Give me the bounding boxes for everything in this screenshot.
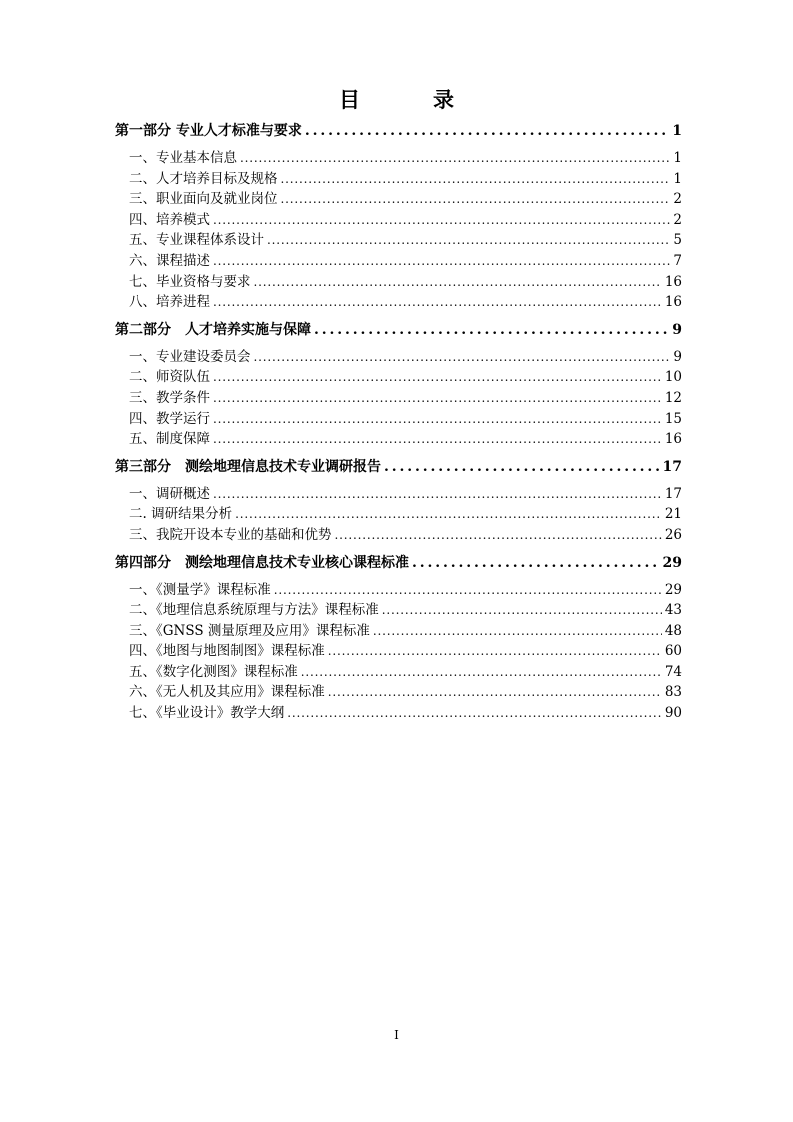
item-label: 一、《测量学》课程标准 [129,581,271,598]
item-label: 八、培养进程 [129,294,210,311]
toc-item[interactable] [115,662,682,683]
dot-leader [213,409,662,430]
toc-item[interactable] [115,292,682,313]
item-label: 二、人才培养目标及规格 [129,170,278,187]
part-label: 第三部分 测绘地理信息技术专业调研报告 [115,458,381,475]
page-number: 21 [664,506,682,523]
dot-leader [328,682,662,703]
dot-leader [335,525,662,546]
page-footer-number: I [394,1028,399,1042]
page-number: 5 [673,232,682,249]
part-label: 第一部分 专业人才标准与要求 [115,123,302,139]
item-label: 四、培养模式 [129,211,210,228]
item-label: 一、专业基本信息 [129,150,237,166]
dot-leader [254,347,671,368]
dot-leader [213,251,670,272]
dot-leader [301,662,662,683]
page-number: 9 [673,348,682,365]
item-label: 一、专业建设委员会 [129,348,251,365]
toc-item[interactable] [115,484,682,505]
page-number: 74 [664,663,682,680]
toc-item[interactable] [115,148,682,169]
dot-leader [213,388,662,409]
dot-leader [305,120,669,142]
item-label: 四、《地图与地图制图》课程标准 [129,643,325,660]
page-number: 2 [673,191,682,208]
page-number: 90 [664,705,682,722]
item-label: 五、《数字化测图》课程标准 [129,663,298,680]
toc-title: 目 录 [339,87,480,112]
toc-item[interactable] [115,409,682,430]
item-label: 二、《地理信息系统原理与方法》课程标准 [129,602,379,619]
page-number: 15 [664,410,682,427]
page-number: 83 [664,684,682,701]
item-label: 三、《GNSS 测量原理及应用》课程标准 [129,622,370,639]
dot-leader [281,169,671,190]
dot-leader [382,600,662,621]
toc-item[interactable] [115,621,682,642]
item-label: 五、专业课程体系设计 [129,232,264,249]
page-number: 1 [673,150,682,166]
page-number: 1 [673,170,682,187]
dot-leader [287,703,662,724]
page-number: 9 [672,321,682,338]
toc-part-3[interactable] [115,456,682,478]
toc-item[interactable] [115,703,682,724]
toc-part-3-items [115,484,682,546]
page-number: 43 [664,602,682,619]
dot-leader [328,641,662,662]
dot-leader [281,189,671,210]
dot-leader [412,552,660,574]
page-number: 17 [664,485,682,502]
toc-item[interactable] [115,251,682,272]
page-number: 17 [662,458,682,475]
toc-item[interactable] [115,525,682,546]
page-number: 16 [664,273,682,290]
item-label: 六、《无人机及其应用》课程标准 [129,684,325,701]
dot-leader [213,429,662,450]
dot-leader [235,504,662,525]
dot-leader [274,580,662,601]
dot-leader [314,319,669,341]
page-number: 10 [664,369,682,386]
page-number: 1 [672,123,682,139]
toc-item[interactable] [115,388,682,409]
page-number: 12 [664,389,682,406]
toc-item[interactable] [115,347,682,368]
page-number: 2 [673,211,682,228]
item-label: 三、教学条件 [129,389,210,406]
toc-item[interactable] [115,230,682,251]
item-label: 二. 调研结果分析 [129,506,233,523]
toc-item[interactable] [115,272,682,293]
part-label: 第四部分 测绘地理信息技术专业核心课程标准 [115,554,409,571]
toc-item[interactable] [115,682,682,703]
toc-item[interactable] [115,641,682,662]
toc-part-2[interactable] [115,319,682,341]
item-label: 一、调研概述 [129,485,210,502]
toc-item[interactable] [115,580,682,601]
dot-leader [213,484,662,505]
page-number: 16 [664,431,682,448]
toc-item[interactable] [115,600,682,621]
toc-item[interactable] [115,367,682,388]
dot-leader [254,272,662,293]
item-label: 五、制度保障 [129,431,210,448]
toc-part-1[interactable] [115,120,682,142]
toc-part-1-items [115,148,682,313]
item-label: 七、毕业资格与要求 [129,273,251,290]
toc-item[interactable] [115,429,682,450]
page-number: 7 [673,252,682,269]
page-number: 26 [664,526,682,543]
page-number: 60 [664,643,682,660]
page-number: 48 [664,622,682,639]
page-number: 16 [664,294,682,311]
dot-leader [267,230,670,251]
dot-leader [384,456,660,478]
part-label: 第二部分 人才培养实施与保障 [115,321,311,338]
item-label: 六、课程描述 [129,252,210,269]
dot-leader [213,367,662,388]
item-label: 四、教学运行 [129,410,210,427]
toc-item[interactable] [115,504,682,525]
page-number: 29 [662,554,682,571]
table-of-contents [115,118,682,730]
toc-part-2-items [115,347,682,450]
page-number: 29 [664,581,682,598]
toc-part-4[interactable] [115,552,682,574]
dot-leader [213,210,670,231]
item-label: 二、师资队伍 [129,369,210,386]
dot-leader [240,148,670,169]
item-label: 三、职业面向及就业岗位 [129,191,278,208]
dot-leader [373,621,662,642]
toc-item[interactable] [115,210,682,231]
item-label: 三、我院开设本专业的基础和优势 [129,526,332,543]
toc-item[interactable] [115,169,682,190]
item-label: 七、《毕业设计》教学大纲 [129,705,285,722]
dot-leader [213,292,662,313]
toc-item[interactable] [115,189,682,210]
toc-part-4-items [115,580,682,724]
